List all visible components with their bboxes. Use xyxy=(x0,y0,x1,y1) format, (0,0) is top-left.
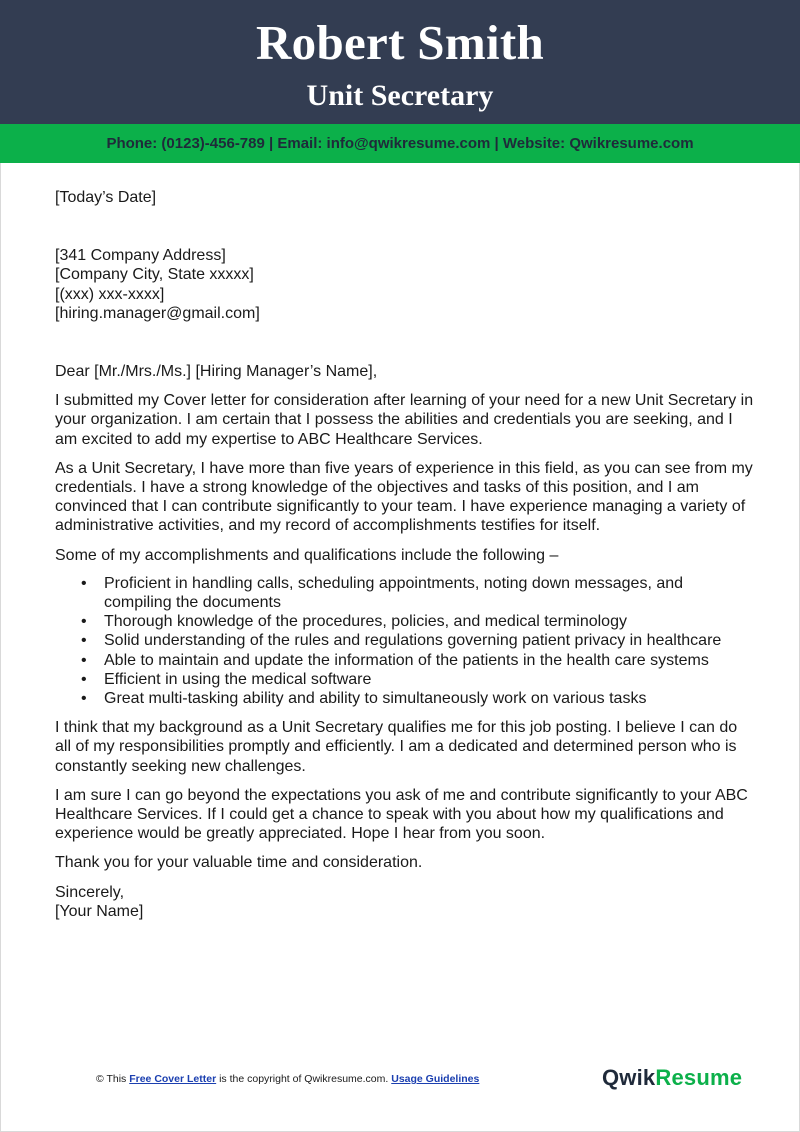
address-line: [Company City, State xxxxx] xyxy=(55,266,254,284)
address-block xyxy=(55,246,755,323)
list-item-text: Thorough knowledge of the procedures, policies, and medical terminology xyxy=(104,613,627,631)
bullet-icon: • xyxy=(81,574,87,592)
qualifications-list xyxy=(55,574,755,708)
closing: Sincerely, xyxy=(55,883,125,901)
contact-bar: Phone: (0123)-456-789 | Email: info@qwikresume.com | Website: Qwikresume.com xyxy=(0,124,800,163)
salutation: Dear [Mr./Mrs./Ms.] [Hiring Manager’s Name], xyxy=(55,363,378,381)
list-item xyxy=(55,574,744,612)
header-banner xyxy=(0,0,800,124)
paragraph-intro: I submitted my Cover letter for consideration after learning of your need for a new Unit Secretary in your organization. I am certain that I possess the abilities and credentials you are seeking, and I am excited to add my expertise to ABC Healthcare Services. xyxy=(55,392,754,448)
bullet-icon: • xyxy=(81,690,87,708)
list-item xyxy=(55,612,744,631)
logo-part-resume: Resume xyxy=(655,1065,743,1090)
job-title: Unit Secretary xyxy=(306,79,494,112)
paragraph-expectations: I am sure I can go beyond the expectations you ask of me and contribute significantly to your ABC Healthcare Services. If I could get a chance to speak with you about how my qualifications and experience would be greatly appreciated. Hope I hear from you soon. xyxy=(55,786,748,843)
bullet-icon: • xyxy=(81,651,87,669)
letter-date: [Today’s Date] xyxy=(55,189,157,206)
letter-body xyxy=(55,188,755,921)
list-item-text: Able to maintain and update the information of the patients in the health care systems xyxy=(104,651,709,669)
bullet-icon: • xyxy=(81,632,87,650)
address-line: [(xxx) xxx-xxxx] xyxy=(55,285,165,303)
signature: [Your Name] xyxy=(55,902,144,920)
list-item-text: Proficient in handling calls, scheduling appointments, noting down messages, and compiling the documents xyxy=(104,574,684,612)
usage-guidelines-link[interactable]: Usage Guidelines xyxy=(391,1073,480,1085)
footer-middle: is the copyright of Qwikresume.com. xyxy=(216,1073,392,1085)
free-cover-letter-link[interactable]: Free Cover Letter xyxy=(129,1073,217,1085)
footer-prefix: © This xyxy=(96,1073,130,1085)
paragraph-thanks: Thank you for your valuable time and consideration. xyxy=(55,854,423,872)
candidate-name: Robert Smith xyxy=(255,15,545,70)
list-item xyxy=(55,689,744,708)
address-line: [341 Company Address] xyxy=(55,247,226,265)
logo-part-qwik: Qwik xyxy=(602,1065,656,1090)
qualifications-intro: Some of my accomplishments and qualifications include the following – xyxy=(55,546,559,564)
list-item xyxy=(55,651,744,670)
list-item-text: Great multi-tasking ability and ability to simultaneously work on various tasks xyxy=(104,690,647,708)
bullet-icon: • xyxy=(81,670,87,688)
footer-copyright xyxy=(96,1072,479,1086)
paragraph-background: I think that my background as a Unit Secretary qualifies me for this job posting. I believe I can do all of my responsibilities promptly and efficiently. I am a dedicated and determined person who is constantly seeking new challenges. xyxy=(55,719,738,775)
list-item-text: Efficient in using the medical software xyxy=(104,670,372,688)
list-item xyxy=(55,631,744,650)
address-line: [hiring.manager@gmail.com] xyxy=(55,304,260,322)
paragraph-experience: As a Unit Secretary, I have more than five years of experience in this field, as you can see from my credentials. I have a strong knowledge of the objectives and tasks of this position, and I am convinced that I can contribute significantly to your team. I have experience managing a variety of administrative activities, and my record of accomplishments testifies for itself. xyxy=(55,459,753,535)
list-item xyxy=(55,670,744,689)
qwikresume-logo xyxy=(602,1064,742,1092)
list-item-text: Solid understanding of the rules and regulations governing patient privacy in healthcare xyxy=(104,632,722,650)
bullet-icon: • xyxy=(81,613,87,631)
